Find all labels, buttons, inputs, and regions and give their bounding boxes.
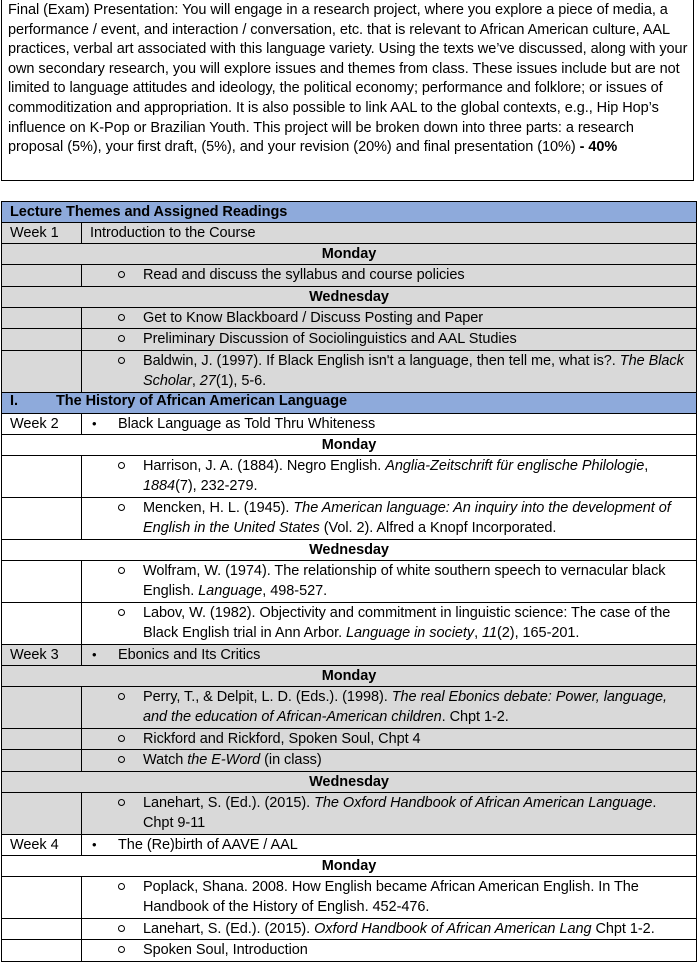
week-label: Week 1 (2, 223, 82, 244)
reading-row (2, 686, 697, 728)
bullet-icon: • (92, 646, 97, 662)
circle-bullet-icon (118, 271, 125, 278)
reading-item: Watch the E-Word (in class) (82, 750, 696, 771)
reading-row (2, 455, 697, 497)
circle-bullet-icon (118, 756, 125, 763)
day-row (2, 665, 697, 686)
final-presentation-text: Final (Exam) Presentation: You will engage in a research project, where you explore a piece of media, a performance / event, and interaction / conversation, etc. that is relevant to African American culture, AAL practices, verbal art associated with this language variety. Using the texts we’ve discussed, along with your own secondary research, you will explore issues and themes from class. These issues include but are not limited to language attitudes and ideology, the political economy; performance and folklore; or issues of commoditization and appropriation. It is also possible to link AAL to the global contexts, e.g., Hip Hop’s influence on K-Pop or Brazilian Youth. This project will be broken down into three parts: a research proposal (5%), your first draft, (5%), and your revision (20%) and final presentation (10%) (8, 2, 688, 156)
day-row (2, 244, 697, 265)
section-title: The History of African American Language (56, 392, 348, 409)
section-numeral: I. (10, 392, 18, 409)
final-presentation-description (1, 0, 694, 181)
reading-item: Harrison, J. A. (1884). Negro English. Anglia-Zeitschrift für englische Philologie, 1884(7), 232-279. (82, 456, 696, 497)
circle-bullet-icon (118, 693, 125, 700)
reading-item: Perry, T., & Delpit, L. D. (Eds.). (1998). The real Ebonics debate: Power, language, and the education of African-American children. Chpt 1-2. (82, 687, 696, 728)
week-row (2, 644, 697, 665)
lecture-schedule-table (1, 201, 697, 962)
week-topic: • Ebonics and Its Critics (82, 644, 697, 665)
day-label-monday: Monday (2, 434, 697, 455)
reading-row (2, 876, 697, 918)
reading-item: Preliminary Discussion of Sociolinguistics and AAL Studies (82, 329, 696, 350)
reading-row (2, 918, 697, 940)
week-topic: • Black Language as Told Thru Whiteness (82, 413, 697, 434)
circle-bullet-icon (118, 335, 125, 342)
reading-item: Mencken, H. L. (1945). The American language: An inquiry into the development of English in the United States (Vol. 2). Alfred a Knopf Incorporated. (82, 498, 696, 539)
week-label: Week 2 (2, 413, 82, 434)
reading-row (2, 728, 697, 750)
day-label-wednesday: Wednesday (2, 771, 697, 792)
day-row (2, 286, 697, 307)
day-row (2, 771, 697, 792)
reading-row (2, 265, 697, 287)
circle-bullet-icon (118, 925, 125, 932)
week-row (2, 223, 697, 244)
circle-bullet-icon (118, 567, 125, 574)
week-label: Week 4 (2, 834, 82, 855)
table-header-row (2, 202, 697, 223)
reading-item: Spoken Soul, Introduction (82, 940, 696, 961)
reading-row (2, 307, 697, 329)
reading-item: Labov, W. (1982). Objectivity and commitment in linguistic science: The case of the Black English trial in Ann Arbor. Language in society, 11(2), 165-201. (82, 603, 696, 644)
reading-row (2, 750, 697, 772)
section-header-row (2, 392, 697, 413)
bullet-icon: • (92, 836, 97, 852)
section-header (2, 392, 697, 413)
reading-item: Baldwin, J. (1997). If Black English isn't a language, then tell me, what is?. The Black Scholar, 27(1), 5-6. (82, 351, 696, 392)
circle-bullet-icon (118, 462, 125, 469)
week-topic: Introduction to the Course (82, 223, 697, 244)
reading-row (2, 497, 697, 539)
day-label-wednesday: Wednesday (2, 286, 697, 307)
day-row (2, 855, 697, 876)
table-header: Lecture Themes and Assigned Readings (2, 202, 697, 223)
reading-item: Read and discuss the syllabus and course policies (82, 265, 696, 286)
reading-row (2, 350, 697, 392)
day-label-monday: Monday (2, 855, 697, 876)
day-label-monday: Monday (2, 665, 697, 686)
day-row (2, 539, 697, 560)
reading-row (2, 940, 697, 962)
reading-item: Lanehart, S. (Ed.). (2015). Oxford Handbook of African American Lang Chpt 1-2. (82, 919, 696, 940)
reading-row (2, 792, 697, 834)
circle-bullet-icon (118, 357, 125, 364)
week-row (2, 834, 697, 855)
circle-bullet-icon (118, 735, 125, 742)
circle-bullet-icon (118, 946, 125, 953)
final-presentation-grade: - 40% (579, 139, 618, 156)
week-topic: • The (Re)birth of AAVE / AAL (82, 834, 697, 855)
reading-item: Get to Know Blackboard / Discuss Posting and Paper (82, 308, 696, 329)
day-label-wednesday: Wednesday (2, 539, 697, 560)
reading-row (2, 329, 697, 351)
circle-bullet-icon (118, 314, 125, 321)
reading-row (2, 602, 697, 644)
reading-item: Poplack, Shana. 2008. How English became African American English. In The Handbook of the History of English. 452-476. (82, 877, 696, 918)
circle-bullet-icon (118, 799, 125, 806)
circle-bullet-icon (118, 883, 125, 890)
circle-bullet-icon (118, 609, 125, 616)
circle-bullet-icon (118, 504, 125, 511)
reading-item: Lanehart, S. (Ed.). (2015). The Oxford Handbook of African American Language. Chpt 9-11 (82, 793, 696, 834)
week-row (2, 413, 697, 434)
reading-row (2, 560, 697, 602)
bullet-icon: • (92, 415, 97, 431)
week-label: Week 3 (2, 644, 82, 665)
reading-item: Rickford and Rickford, Spoken Soul, Chpt 4 (82, 729, 696, 750)
day-row (2, 434, 697, 455)
reading-item: Wolfram, W. (1974). The relationship of white southern speech to vernacular black English. Language, 498-527. (82, 561, 696, 602)
day-label-monday: Monday (2, 244, 697, 265)
